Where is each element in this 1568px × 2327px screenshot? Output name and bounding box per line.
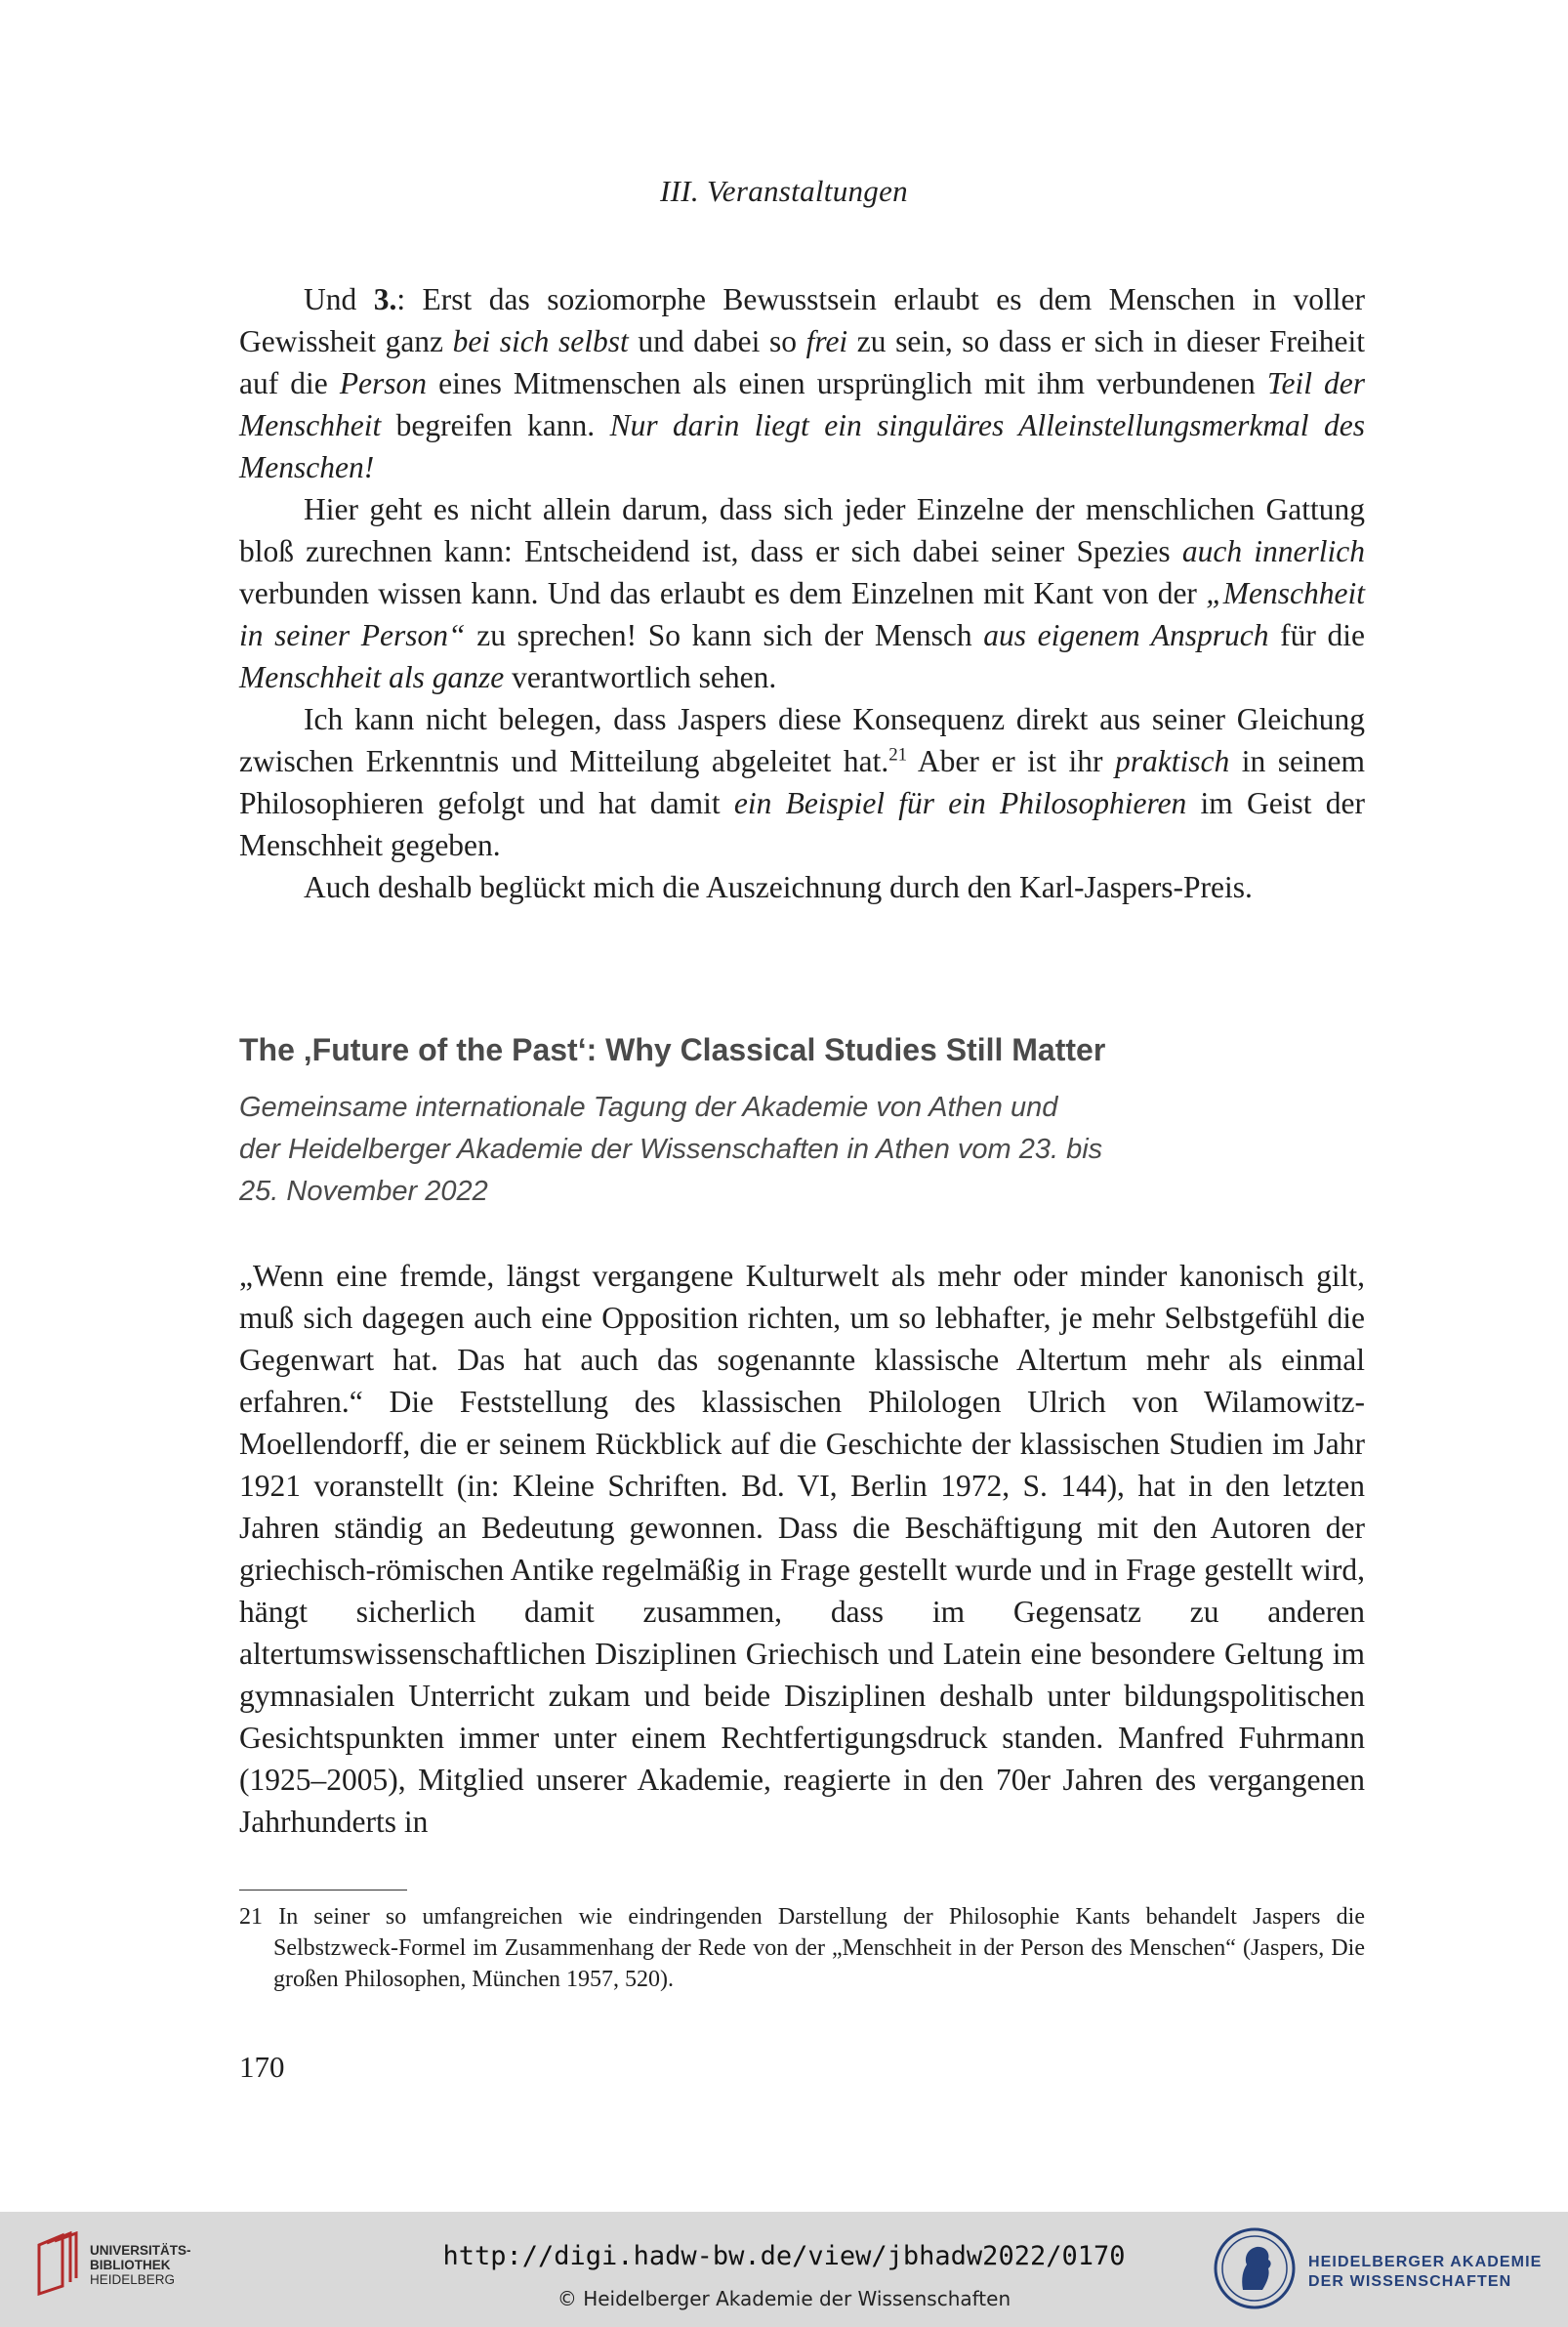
- text-run: praktisch: [1115, 744, 1230, 778]
- text-run: 3.: [373, 282, 397, 316]
- text-run: bei sich selbst: [452, 324, 629, 358]
- text-run: frei: [805, 324, 848, 358]
- viewer-footer: [0, 2212, 1568, 2327]
- permalink-url[interactable]: http://digi.hadw-bw.de/view/jbhadw2022/0170: [442, 2241, 1126, 2271]
- text-run: auch innerlich: [1181, 534, 1365, 568]
- text-run: Und: [304, 282, 374, 316]
- paragraph: [239, 1255, 1365, 1843]
- text-run: Aber er ist ihr: [907, 744, 1116, 778]
- text-run: zu sein, so dass er sich in dieser Freiheit auf die: [239, 324, 1365, 400]
- text-run: Nur darin liegt ein singuläres Alleinstellungsmerkmal des Menschen!: [239, 408, 1366, 484]
- university-library-name: UNIVERSITÄTS- BIBLIOTHEK HEIDELBERG: [90, 2243, 191, 2287]
- text-run: verantwortlich sehen.: [504, 660, 777, 694]
- text-run: begreifen kann.: [381, 408, 610, 442]
- body-text-part1: [239, 278, 1365, 908]
- subtitle-line: 25. November 2022: [239, 1176, 488, 1207]
- text-run: in seinem Philosophieren gefolgt und hat damit: [239, 744, 1365, 820]
- text-run: verbunden wissen kann. Und das erlaubt es dem Einzelnen mit Kant von der: [239, 576, 1207, 610]
- paragraph: [239, 866, 1365, 908]
- text-run: für die: [1268, 618, 1365, 652]
- body-text-part2: [239, 1255, 1365, 1843]
- footnote-separator: [239, 1890, 407, 1891]
- section-title: The ‚Future of the Past‘: Why Classical Studies Still Matter: [239, 1032, 1106, 1067]
- footnote-marker: 21: [888, 744, 908, 766]
- text-run: eines Mitmenschen als einen ursprünglich mit ihm verbundenen: [427, 366, 1267, 400]
- section-subtitle: [239, 1087, 1216, 1213]
- text-run: ein Beispiel für ein Philosophieren: [733, 786, 1187, 820]
- text-run: Teil der Menschheit: [239, 366, 1365, 442]
- text-run: aus eigenem Anspruch: [983, 618, 1269, 652]
- text-run: zu sprechen! So kann sich der Mensch: [465, 618, 984, 652]
- text-run: Ich kann nicht belegen, dass Jaspers diese Konsequenz direkt aus seiner Gleichung zwischen Erkenntnis und Mitteilung abgeleitet hat.: [239, 702, 1365, 778]
- text-run: : Erst das soziomorphe Bewusstsein erlaubt es dem Menschen in voller Gewissheit ganz: [239, 282, 1366, 358]
- text-run: und dabei so: [628, 324, 806, 358]
- text-run: im Geist der Menschheit gegeben.: [239, 786, 1365, 862]
- copyright-notice: © Heidelberger Akademie der Wissenschaften: [557, 2287, 1011, 2310]
- text-run: Hier geht es nicht allein darum, dass sich jeder Einzelne der menschlichen Gattung bloß zurechnen kann: Entscheidend ist, dass er sich dabei seiner Spezies: [239, 492, 1365, 568]
- paragraph: [239, 488, 1365, 698]
- subtitle-line: Gemeinsame internationale Tagung der Akademie von Athen und: [239, 1092, 1058, 1123]
- paragraph: [239, 278, 1365, 488]
- text-run: Menschheit als ganze: [239, 660, 505, 694]
- paragraph: [239, 698, 1365, 866]
- text-run: „Wenn eine fremde, längst vergangene Kulturwelt als mehr oder minder kanonisch gilt, muß sich dagegen auch eine Opposition richten, um so lebhafter, je mehr Selbstgefühl die Gegenwart hat. Das hat auch das sogenannte klassische Altertum mehr als einmal erfahren.“ Die Feststellung des klassischen Philologen Ulrich von Wilamowitz-Moellendorff, die er seinem Rückblick auf die Geschichte der klassischen Studien im Jahr 1921 voranstellt (in: Kleine Schriften. Bd. VI, Berlin 1972, S. 144), hat in den letzten Jahren ständig an Bedeutung gewonnen. Dass die Beschäftigung mit den Autoren der griechisch-römischen Antike regelmäßig in Frage gestellt wurde und in Frage gestellt wird, hängt sicherlich damit zusammen, dass im Gegensatz zu anderen altertumswissenschaftlichen Disziplinen Griechisch und Latein eine besondere Geltung im gymnasialen Unterricht zukam und beide Disziplinen deshalb unter bildungspolitischen Gesichtspunkten immer unter einem Rechtfertigungsdruck standen. Manfred Fuhrmann (1925–2005), Mitglied unserer Akademie, reagierte in den 70er Jahren des vergangenen Jahrhunderts in: [239, 1259, 1365, 1839]
- text-run: Person: [339, 366, 428, 400]
- academy-seal-icon: [1214, 2227, 1296, 2309]
- footnote: 21 In seiner so umfangreichen wie eindringenden Darstellung der Philosophie Kants behandelt Jaspers die Selbstzweck-Formel im Zusammenhang der Rede von der „Menschheit in der Person des Menschen“ (Jaspers, Die großen Philosophen, München 1957, 520).: [239, 1904, 1365, 1992]
- text-run: Auch deshalb beglückt mich die Auszeichnung durch den Karl-Jaspers-Preis.: [304, 870, 1253, 904]
- page-number: 170: [239, 2050, 285, 2084]
- subtitle-line: der Heidelberger Akademie der Wissenschaften in Athen vom 23. bis: [239, 1134, 1103, 1165]
- running-head: III. Veranstaltungen: [660, 174, 908, 208]
- academy-name: HEIDELBERGER AKADEMIE DER WISSENSCHAFTEN: [1308, 2254, 1543, 2290]
- text-run: „Menschheit in seiner Person“: [239, 576, 1365, 652]
